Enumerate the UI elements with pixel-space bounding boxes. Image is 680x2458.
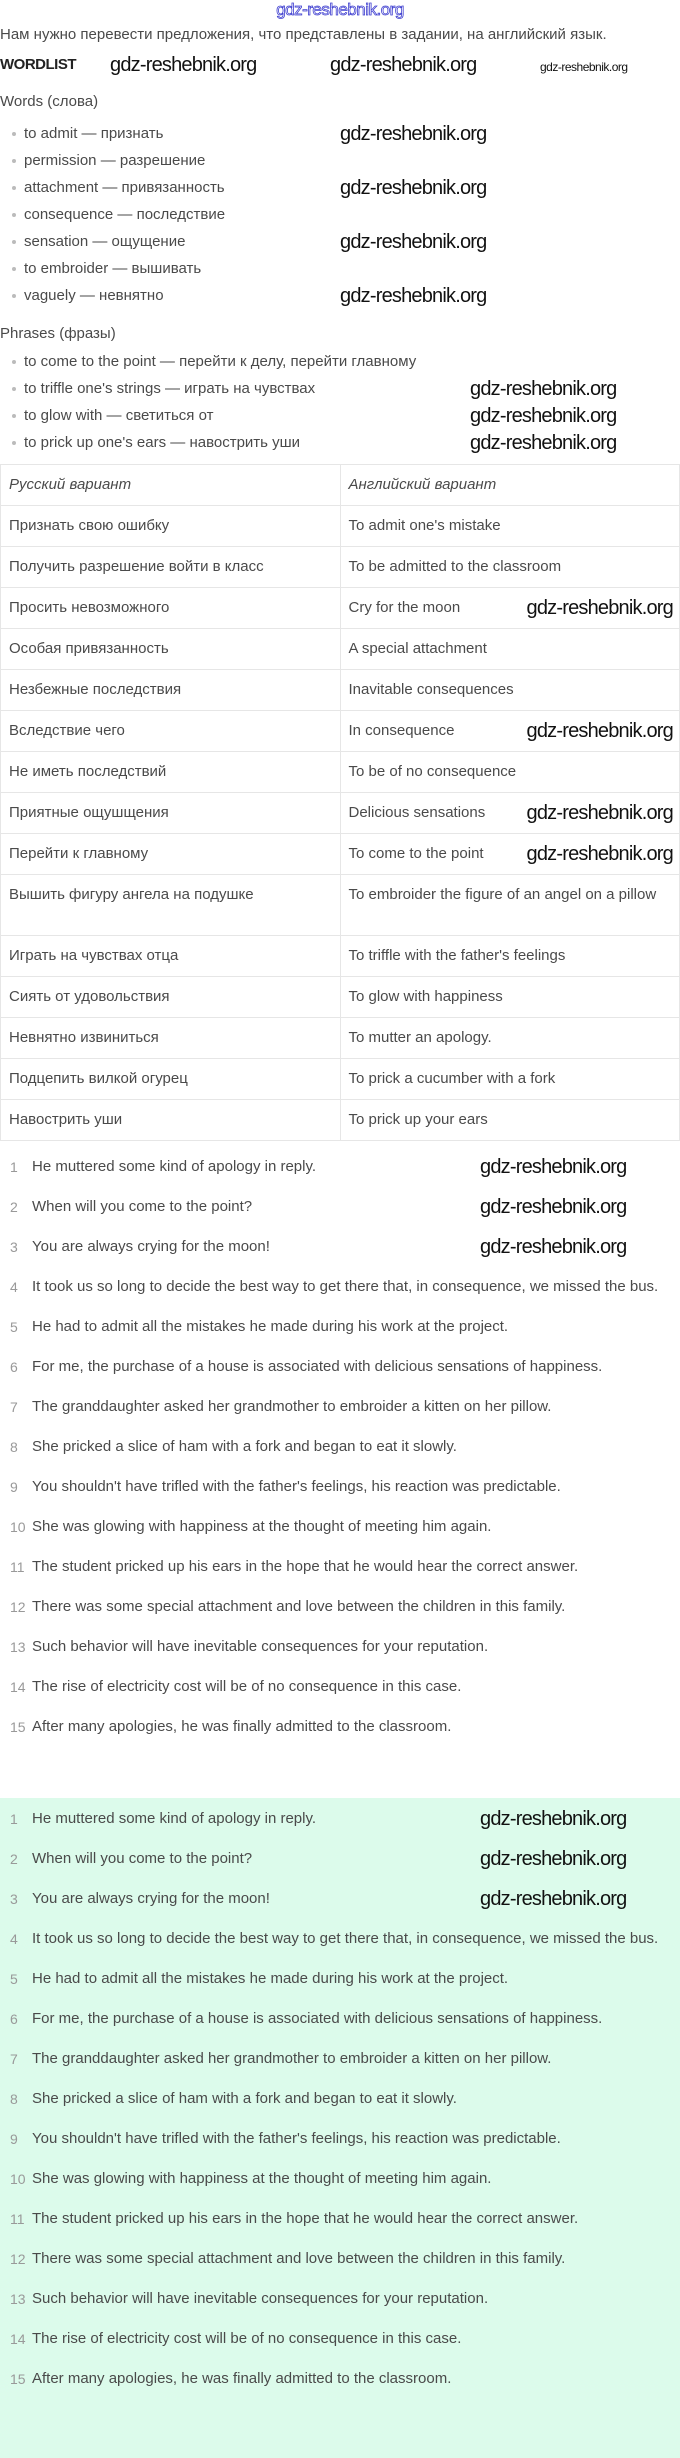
task-intro: Нам нужно перевести предложения, что представлены в задании, на английский язык. [0,26,607,43]
cell-text: Сиять от удовольствия [9,988,170,1005]
watermark-text: gdz-reshebnik.org [526,597,673,619]
sentence-text: She pricked a slice of ham with a fork and began to eat it slowly. [32,1438,457,1455]
watermark-text: gdz-reshebnik.org [330,54,477,76]
cell-text: Играть на чувствах отца [9,947,179,964]
sentence-number: 14 [10,1679,26,1695]
table-row [1,977,680,1018]
sentence-text: When will you come to the point? [32,1198,253,1215]
sentence-item [0,1636,680,1658]
sentence-number: 9 [10,1479,18,1495]
words-list [0,124,680,313]
sentence-number: 15 [10,1719,26,1735]
site-logo-watermark: gdz-reshebnik.org [276,0,404,19]
russian-cell [1,588,341,629]
bullet-icon [12,159,16,163]
watermark-text: gdz-reshebnik.org [480,1236,627,1258]
item-text: attachment — привязанность [24,179,225,196]
column-header-english: Английский вариант [340,465,680,506]
item-text: to embroider — вышивать [24,260,202,277]
sentence-number: 4 [10,1931,18,1947]
sentence-item [0,1808,680,1830]
watermark-text: gdz-reshebnik.org [340,177,487,199]
cell-text: Получить разрешение войти в класс [9,558,264,575]
sentence-text: After many apologies, he was finally admitted to the classroom. [32,2370,452,2387]
english-cell [340,793,680,834]
sentence-item [0,2328,680,2350]
english-cell [340,1100,680,1141]
cell-text: To come to the point [348,845,484,862]
sentence-item [0,1968,680,1990]
bullet-icon [12,132,16,136]
cell-text: To prick up your ears [348,1111,488,1128]
sentence-item [0,1276,680,1298]
sentence-item [0,1316,680,1338]
cell-text: Навострить уши [9,1111,123,1128]
sentence-number: 10 [10,2171,26,2187]
sentence-item [0,2248,680,2270]
sentence-number: 14 [10,2331,26,2347]
english-cell [340,977,680,1018]
sentence-item [0,1928,680,1950]
sentence-number: 6 [10,2011,18,2027]
bullet-icon [12,213,16,217]
cell-text: To be admitted to the classroom [348,558,562,575]
phrase-item [0,433,680,460]
sentence-number: 13 [10,2291,26,2307]
watermark-text: gdz-reshebnik.org [470,378,617,400]
word-item [0,151,680,178]
watermark-text: gdz-reshebnik.org [480,1808,627,1830]
sentence-number: 3 [10,1239,18,1255]
cell-text: To embroider the figure of an angel on a pillow [348,886,657,903]
cell-text: Подцепить вилкой огурец [9,1070,188,1087]
sentence-item [0,2048,680,2070]
sentence-item [0,1196,680,1218]
table-row [1,629,680,670]
phrase-item [0,406,680,433]
column-header-russian: Русский вариант [1,465,341,506]
table-row [1,936,680,977]
sentence-number: 2 [10,1851,18,1867]
bullet-icon [12,240,16,244]
sentence-text: Such behavior will have inevitable consequences for your reputation. [32,2290,489,2307]
russian-cell [1,1100,341,1141]
sentence-text: For me, the purchase of a house is associated with delicious sensations of happiness. [32,1358,603,1375]
russian-cell [1,977,341,1018]
table-row [1,834,680,875]
russian-cell [1,875,341,936]
sentence-item [0,2128,680,2150]
item-text: consequence — последствие [24,206,226,223]
table-row [1,1018,680,1059]
cell-text: To mutter an apology. [348,1029,492,1046]
sentence-number: 8 [10,2091,18,2107]
sentence-text: It took us so long to decide the best way to get there that, in consequence, we missed the bus. [32,1278,659,1295]
sentence-text: For me, the purchase of a house is associated with delicious sensations of happiness. [32,2010,603,2027]
cell-text: Перейти к главному [9,845,149,862]
sentence-item [0,2008,680,2030]
bullet-icon [12,387,16,391]
sentence-text: When will you come to the point? [32,1850,253,1867]
russian-cell [1,834,341,875]
sentence-text: He had to admit all the mistakes he made during his work at the project. [32,1970,509,1987]
cell-text: Незбежные последствия [9,681,182,698]
item-text: to glow with — светиться от [24,407,214,424]
sentence-number: 10 [10,1519,26,1535]
watermark-text: gdz-reshebnik.org [470,405,617,427]
cell-text: Вышить фигуру ангела на подушке [9,886,254,903]
cell-text: In consequence [348,722,455,739]
phrase-item [0,379,680,406]
russian-cell [1,629,341,670]
bullet-icon [12,360,16,364]
sentence-item [0,1236,680,1258]
russian-cell [1,1018,341,1059]
sentence-number: 3 [10,1891,18,1907]
sentence-text: The rise of electricity cost will be of no consequence in this case. [32,2330,462,2347]
watermark-text: gdz-reshebnik.org [526,802,673,824]
phrases-list [0,352,680,460]
sentence-text: Such behavior will have inevitable consequences for your reputation. [32,1638,489,1655]
table-row [1,588,680,629]
sentence-text: There was some special attachment and love between the children in this family. [32,1598,566,1615]
sentence-number: 12 [10,2251,26,2267]
watermark-text: gdz-reshebnik.org [526,843,673,865]
word-item [0,205,680,232]
bullet-icon [12,414,16,418]
watermark-text: gdz-reshebnik.org [470,432,617,454]
words-heading: Words (слова) [0,93,99,110]
table-row [1,793,680,834]
word-item [0,232,680,259]
sentence-text: You shouldn't have trifled with the father's feelings, his reaction was predictable. [32,1478,561,1495]
sentence-text: It took us so long to decide the best way to get there that, in consequence, we missed the bus. [32,1930,659,1947]
sentence-number: 5 [10,1971,18,1987]
sentence-item [0,2368,680,2390]
sentence-text: You are always crying for the moon! [32,1238,270,1255]
english-cell [340,875,680,936]
item-text: to prick up one's ears — навострить уши [24,434,301,451]
cell-text: Невнятно извиниться [9,1029,159,1046]
table-row [1,1059,680,1100]
sentence-item [0,1156,680,1178]
sentence-item [0,1716,680,1738]
sentence-number: 11 [10,1559,25,1575]
sentence-number: 5 [10,1319,18,1335]
item-text: to triffle one's strings — играть на чувствах [24,380,316,397]
sentence-text: She pricked a slice of ham with a fork and began to eat it slowly. [32,2090,457,2107]
sentence-number: 9 [10,2131,18,2147]
table-header-row [1,465,680,506]
table-row [1,1100,680,1141]
english-cell [340,936,680,977]
sentence-text: The granddaughter asked her grandmother to embroider a kitten on her pillow. [32,1398,552,1415]
bullet-icon [12,186,16,190]
sentence-item [0,1436,680,1458]
bullet-icon [12,441,16,445]
english-cell [340,834,680,875]
english-cell [340,506,680,547]
sentence-number: 2 [10,1199,18,1215]
cell-text: Признать свою ошибку [9,517,170,534]
sentence-text: After many apologies, he was finally admitted to the classroom. [32,1718,452,1735]
sentence-item [0,2168,680,2190]
sentence-text: He muttered some kind of apology in reply. [32,1158,317,1175]
sentence-text: The student pricked up his ears in the hope that he would hear the correct answer. [32,1558,579,1575]
cell-text: To prick a cucumber with a fork [348,1070,556,1087]
russian-cell [1,752,341,793]
cell-text: Не иметь последствий [9,763,167,780]
cell-text: Приятные ощушщения [9,804,169,821]
table-row [1,670,680,711]
watermark-text: gdz-reshebnik.org [540,60,628,74]
sentence-text: The granddaughter asked her grandmother to embroider a kitten on her pillow. [32,2050,552,2067]
sentence-item [0,1676,680,1698]
sentence-item [0,1596,680,1618]
cell-text: Просить невозможного [9,599,170,616]
item-text: to admit — признать [24,125,164,142]
sentence-text: He had to admit all the mistakes he made during his work at the project. [32,1318,509,1335]
sentences-list [0,1156,680,1756]
sentence-text: She was glowing with happiness at the thought of meeting him again. [32,2170,492,2187]
sentence-number: 4 [10,1279,18,1295]
sentence-item [0,1396,680,1418]
sentence-number: 11 [10,2211,25,2227]
russian-cell [1,547,341,588]
watermark-text: gdz-reshebnik.org [480,1196,627,1218]
sentence-text: The rise of electricity cost will be of no consequence in this case. [32,1678,462,1695]
item-text: vaguely — невнятно [24,287,164,304]
cell-text: To glow with happiness [348,988,503,1005]
watermark-text: gdz-reshebnik.org [110,54,257,76]
translation-table [0,464,680,1141]
russian-cell [1,936,341,977]
word-item [0,259,680,286]
cell-text: Вследствие чего [9,722,125,739]
sentence-item [0,2088,680,2110]
table-row [1,711,680,752]
cell-text: Delicious sensations [348,804,486,821]
cell-text: Cry for the moon [348,599,461,616]
sentence-item [0,2288,680,2310]
cell-text: To admit one's mistake [348,517,501,534]
sentence-number: 1 [10,1811,18,1827]
watermark-text: gdz-reshebnik.org [340,123,487,145]
sentence-number: 7 [10,2051,18,2067]
item-text: to come to the point — перейти к делу, перейти главному [24,353,417,370]
english-cell [340,547,680,588]
cell-text: A special attachment [348,640,487,657]
english-cell [340,752,680,793]
cell-text: Inavitable consequences [348,681,514,698]
english-cell [340,670,680,711]
bullet-icon [12,267,16,271]
sentence-item [0,1556,680,1578]
sentence-text: He muttered some kind of apology in reply. [32,1810,317,1827]
sentence-number: 6 [10,1359,18,1375]
cell-text: Особая привязанность [9,640,169,657]
watermark-text: gdz-reshebnik.org [340,285,487,307]
wordlist-heading: WORDLIST [0,56,76,73]
sentence-number: 8 [10,1439,18,1455]
word-item [0,178,680,205]
table-row [1,875,680,936]
sentence-item [0,2208,680,2230]
cell-text: To triffle with the father's feelings [348,947,566,964]
english-cell [340,1018,680,1059]
russian-cell [1,793,341,834]
phrase-item [0,352,680,379]
sentence-number: 1 [10,1159,18,1175]
english-cell [340,629,680,670]
sentence-text: There was some special attachment and love between the children in this family. [32,2250,566,2267]
sentence-number: 15 [10,2371,26,2387]
word-item [0,124,680,151]
sentence-number: 12 [10,1599,26,1615]
watermark-text: gdz-reshebnik.org [480,1848,627,1870]
sentence-text: She was glowing with happiness at the thought of meeting him again. [32,1518,492,1535]
table-row [1,547,680,588]
watermark-text: gdz-reshebnik.org [526,720,673,742]
watermark-text: gdz-reshebnik.org [480,1156,627,1178]
english-cell [340,711,680,752]
watermark-text: gdz-reshebnik.org [340,231,487,253]
sentence-item [0,1356,680,1378]
sentence-text: You shouldn't have trifled with the father's feelings, his reaction was predictable. [32,2130,561,2147]
russian-cell [1,1059,341,1100]
watermark-text: gdz-reshebnik.org [480,1888,627,1910]
item-text: sensation — ощущение [24,233,186,250]
sentence-item [0,1516,680,1538]
item-text: permission — разрешение [24,152,206,169]
english-cell [340,588,680,629]
table-row [1,752,680,793]
russian-cell [1,711,341,752]
phrases-heading: Phrases (фразы) [0,325,116,342]
sentence-number: 13 [10,1639,26,1655]
russian-cell [1,506,341,547]
answer-sentences-list [0,1808,680,2408]
sentence-number: 7 [10,1399,18,1415]
bullet-icon [12,294,16,298]
sentence-item [0,1848,680,1870]
sentence-item [0,1888,680,1910]
russian-cell [1,670,341,711]
word-item [0,286,680,313]
cell-text: To be of no consequence [348,763,517,780]
sentence-text: The student pricked up his ears in the hope that he would hear the correct answer. [32,2210,579,2227]
sentence-text: You are always crying for the moon! [32,1890,270,1907]
english-cell [340,1059,680,1100]
sentence-item [0,1476,680,1498]
table-row [1,506,680,547]
